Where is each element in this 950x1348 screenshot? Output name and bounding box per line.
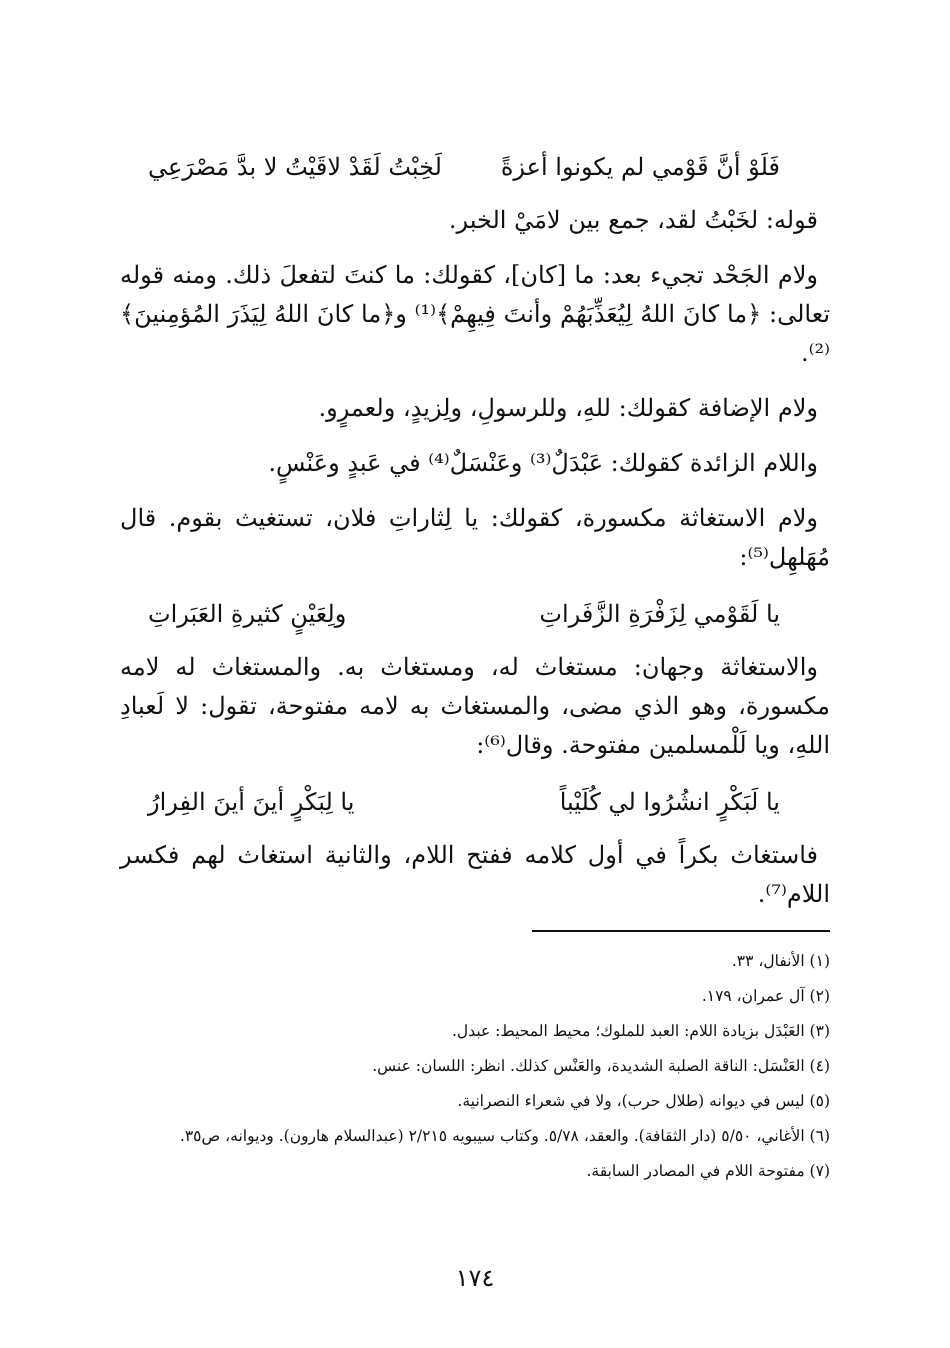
verse-2-first-hemistich: يا لَقَوْمي لِزَفْرَةِ الزَّفَراتِ (539, 600, 780, 628)
paragraph-7: فاستغاث بكراً في أول كلامه ففتح اللام، والثانية استغاث لهم فكسر اللام⁽⁷⁾. (120, 841, 830, 908)
footnote-7: (٧) مفتوحة اللام في المصادر السابقة. (586, 1162, 830, 1180)
verse-2-second-hemistich: ولِعَيْنٍ كثيرةِ العَبَراتِ (148, 600, 347, 628)
footnote-4: (٤) العَنْسَل: الناقة الصلبة الشديدة، والعَنْس كذلك. انظر: اللسان: عنس. (372, 1057, 830, 1075)
footnote-3: (٣) العَبْدَل بزيادة اللام: العبد للملوك؛ محيط المحيط: عبدل. (452, 1022, 830, 1040)
paragraph-2: ولام الجَحْد تجيء بعد: ما [كان]، كقولك: ما كنتَ لتفعلَ ذلك. ومنه قوله تعالى: ﴿ما كانَ اللهُ لِيُعَذِّبَهُمْ وأنتَ فِيهِمْ﴾⁽¹⁾ و﴿ما كانَ اللهُ لِيَذَرَ المُؤمِنينَ﴾⁽²⁾. (120, 261, 830, 367)
verse-3-second-hemistich: يا لِبَكْرٍ أينَ أينَ الفِرارُ (148, 788, 355, 816)
verse-1 (120, 146, 830, 188)
verse-2 (120, 593, 830, 635)
paragraph-5: ولام الاستغاثة مكسورة، كقولك: يا لِثاراتِ فلان، تستغيث بقوم. قال مُهَلهِل⁽⁵⁾: (120, 504, 830, 571)
verse-1-second-hemistich: لَخِبْتُ لَقَدْ لاقَيْتُ لا بدَّ مَصْرَعِي (148, 153, 442, 181)
footnotes (120, 946, 830, 1191)
footnote-5: (٥) ليس في ديوانه (طلال حرب)، ولا في شعراء النصرانية. (457, 1092, 830, 1110)
page-number: ١٧٤ (455, 1264, 495, 1292)
footnote-2: (٢) آل عمران، ١٧٩. (701, 987, 830, 1005)
footnote-6: (٦) الأغاني، ٥/٥٠ (دار الثقافة). والعقد، ٥/٧٨. وكتاب سيبويه ٢/٢١٥ (عبدالسلام هارون). وديوانه، ص٣٥. (179, 1127, 830, 1145)
verse-3-first-hemistich: يا لَبَكْرٍ انشُرُوا لي كُلَيْباً (559, 788, 780, 816)
footnote-separator (532, 930, 830, 932)
main-text (120, 146, 830, 930)
footnote-1: (١) الأنفال، ٣٣. (731, 952, 830, 970)
paragraph-4: واللام الزائدة كقولك: عَبْدَلٌ⁽³⁾ وعَنْسَلٌ⁽⁴⁾ في عَبدٍ وعَنْسٍ. (268, 449, 818, 477)
verse-1-first-hemistich: فَلَوْ أنَّ قَوْمي لم يكونوا أعزةً (500, 153, 780, 181)
paragraph-6: والاستغاثة وجهان: مستغاث له، ومستغاث به. والمستغاث له لامه مكسورة، وهو الذي مضى، والمستغاث به لامه مفتوحة، تقول: لا لَعبادِ اللهِ، ويا لَلْمسلمين مفتوحة. وقال⁽⁶⁾: (120, 653, 830, 759)
paragraph-3: ولام الإضافة كقولك: للهِ، وللرسولِ، ولِزيدٍ، ولعمرٍو. (318, 394, 818, 422)
verse-3 (120, 781, 830, 823)
paragraph-1: قوله: لخَبْتُ لقد، جمع بين لامَيْ الخبر. (448, 206, 818, 234)
